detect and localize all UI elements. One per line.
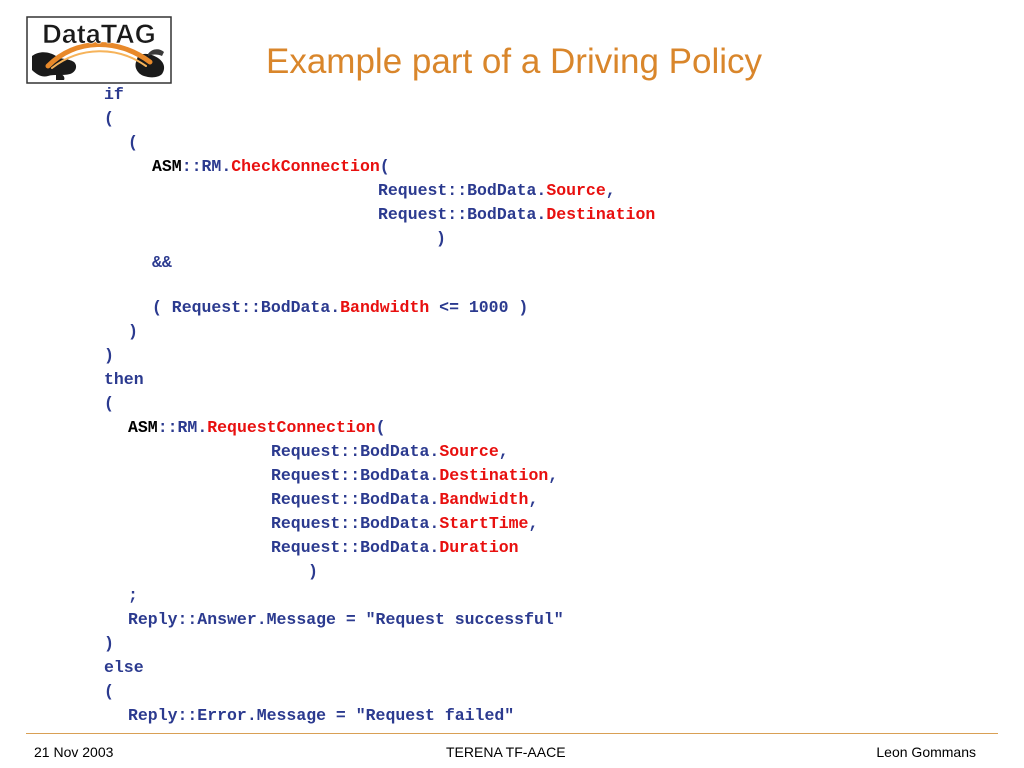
datatag-logo	[26, 16, 172, 84]
code-line-and-operator: &&	[152, 253, 172, 272]
slide-title: Example part of a Driving Policy	[266, 42, 763, 81]
code-line-reply-success: Reply::Answer.Message = "Request successful"	[128, 610, 564, 629]
bandwidth-field: Bandwidth	[439, 490, 529, 509]
source-field: Source	[439, 442, 499, 461]
comma-token: ,	[605, 181, 616, 200]
asm-token: ASM	[128, 418, 158, 437]
comma-token: ,	[528, 514, 539, 533]
code-line-rc-bandwidth	[271, 489, 538, 511]
code-line-semicolon: ;	[128, 586, 138, 605]
code-line-close-paren-inner: )	[128, 322, 138, 341]
bandwidth-comparison: <= 1000 )	[429, 298, 529, 317]
code-line-bandwidth-check	[152, 297, 528, 319]
request-connection-token: RequestConnection	[207, 418, 376, 437]
code-line-if: if	[104, 85, 124, 104]
bod-data-prefix: Request::BodData.	[271, 466, 440, 485]
code-line-destination-param	[378, 204, 655, 226]
code-line-then-close-paren: )	[104, 634, 114, 653]
bod-data-prefix: Request::BodData.	[271, 514, 440, 533]
code-line-else-open-paren: (	[104, 682, 114, 701]
bod-data-prefix: Request::BodData.	[271, 490, 440, 509]
code-line-then-open-paren: (	[104, 394, 114, 413]
code-line-rc-duration	[271, 537, 519, 559]
footer-date: 21 Nov 2003	[34, 744, 114, 760]
code-line-then: then	[104, 370, 144, 389]
logo-text: DataTAG	[42, 19, 156, 49]
code-line-source-param	[378, 180, 616, 202]
code-line-else: else	[104, 658, 144, 677]
code-line-rc-destination	[271, 465, 558, 487]
comma-token: ,	[498, 442, 509, 461]
code-line-close-paren-call: )	[436, 229, 446, 248]
bandwidth-field: Bandwidth	[340, 298, 430, 317]
bod-data-prefix: Request::BodData.	[378, 181, 547, 200]
footer-event: TERENA TF-AACE	[446, 744, 566, 760]
bod-data-prefix: Request::BodData.	[271, 538, 440, 557]
rm-token: ::RM.	[157, 418, 208, 437]
check-connection-token: CheckConnection	[231, 157, 380, 176]
comma-token: ,	[548, 466, 559, 485]
code-line-check-connection	[152, 156, 390, 178]
destination-field: Destination	[439, 466, 549, 485]
code-line-close-paren: )	[104, 346, 114, 365]
code-line-rc-close-paren: )	[308, 562, 318, 581]
footer-divider	[26, 733, 998, 734]
rm-token: ::RM.	[181, 157, 232, 176]
paren-token: (	[375, 418, 386, 437]
asm-token: ASM	[152, 157, 182, 176]
duration-field: Duration	[439, 538, 519, 557]
code-line-request-connection	[128, 417, 385, 439]
source-field: Source	[546, 181, 606, 200]
comma-token: ,	[528, 490, 539, 509]
code-line-rc-source	[271, 441, 509, 463]
start-time-field: StartTime	[439, 514, 529, 533]
paren-token: (	[379, 157, 390, 176]
code-line-rc-start-time	[271, 513, 538, 535]
bod-data-prefix: Request::BodData.	[271, 442, 440, 461]
bandwidth-open: ( Request::BodData.	[152, 298, 341, 317]
code-line-reply-failed: Reply::Error.Message = "Request failed"	[128, 706, 515, 725]
datatag-logo-graphic	[26, 16, 172, 84]
destination-field: Destination	[546, 205, 656, 224]
code-line-open-paren: (	[104, 109, 114, 128]
bod-data-prefix: Request::BodData.	[378, 205, 547, 224]
footer-author: Leon Gommans	[876, 744, 976, 760]
code-line-open-paren-inner: (	[128, 133, 138, 152]
